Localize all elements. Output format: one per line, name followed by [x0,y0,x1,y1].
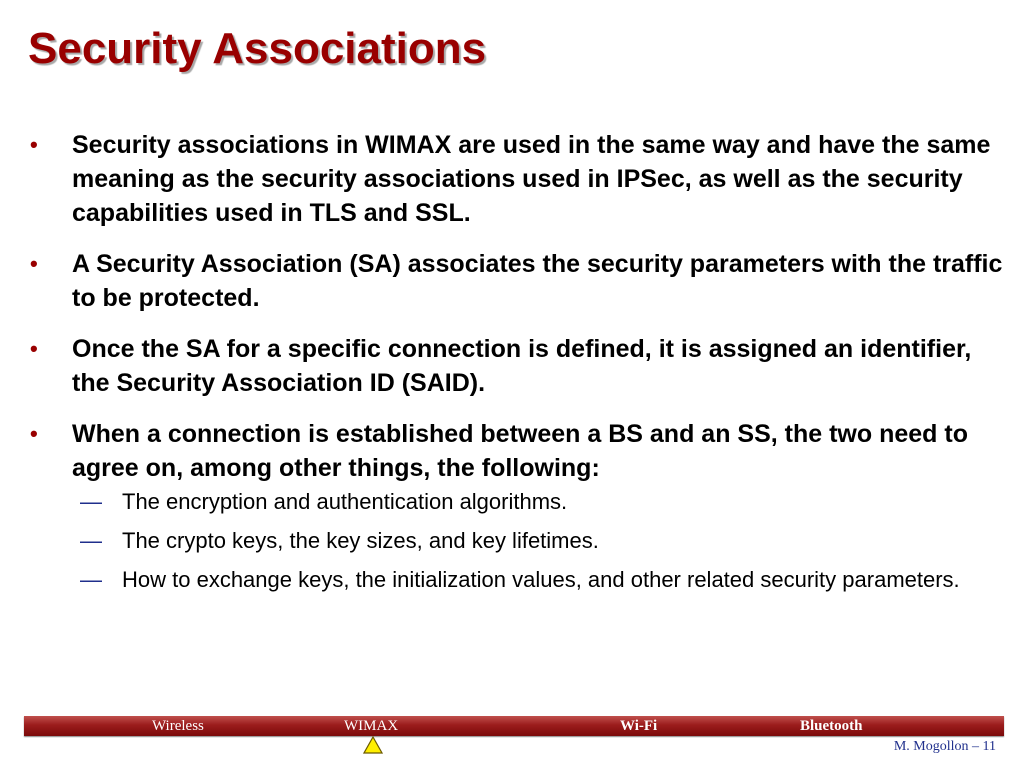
bullet-item [30,128,1005,230]
bullet-text: Security associations in WIMAX are used in the same way and have the same meaning as the security associations used in IPSec, as well as the security capabilities used in TLS and SSL. [72,131,991,227]
sub-bullet-list [80,487,1005,594]
bullet-icon: • [30,421,38,446]
sub-bullet-text: The encryption and authentication algorithms. [122,489,568,514]
triangle-marker-icon [363,736,383,754]
footer-nav-wireless[interactable]: Wireless [152,718,204,734]
bullet-icon: • [30,251,38,276]
sub-bullet-item [80,487,1005,516]
dash-icon: — [80,528,102,553]
bullet-text: A Security Association (SA) associates the security parameters with the traffic to be protected. [72,250,1003,312]
sub-bullet-text: How to exchange keys, the initialization values, and other related security parameters. [122,567,960,592]
sub-bullet-item [80,526,1005,555]
footer-nav-bar [24,716,1004,736]
sub-bullet-text: The crypto keys, the key sizes, and key lifetimes. [122,528,599,553]
bullet-icon: • [30,336,38,361]
sub-bullet-item [80,565,1005,594]
page-credit: M. Mogollon – 11 [893,739,996,754]
bullet-icon: • [30,132,38,157]
slide-title: Security Associations [28,24,487,73]
dash-icon: — [80,489,102,514]
footer-nav-wimax[interactable]: WIMAX [344,718,399,734]
bullet-text: Once the SA for a specific connection is defined, it is assigned an identifier, the Security Association ID (SAID). [72,335,972,397]
bullet-item [30,417,1005,594]
dash-icon: — [80,567,102,592]
footer-nav-wifi[interactable]: Wi-Fi [620,718,658,734]
bullet-list [30,128,1005,611]
bullet-item [30,247,1005,315]
bullet-item [30,332,1005,400]
footer-nav-bluetooth[interactable]: Bluetooth [800,718,863,734]
bullet-text: When a connection is established between a BS and an SS, the two need to agree on, among other things, the following: [72,420,968,482]
